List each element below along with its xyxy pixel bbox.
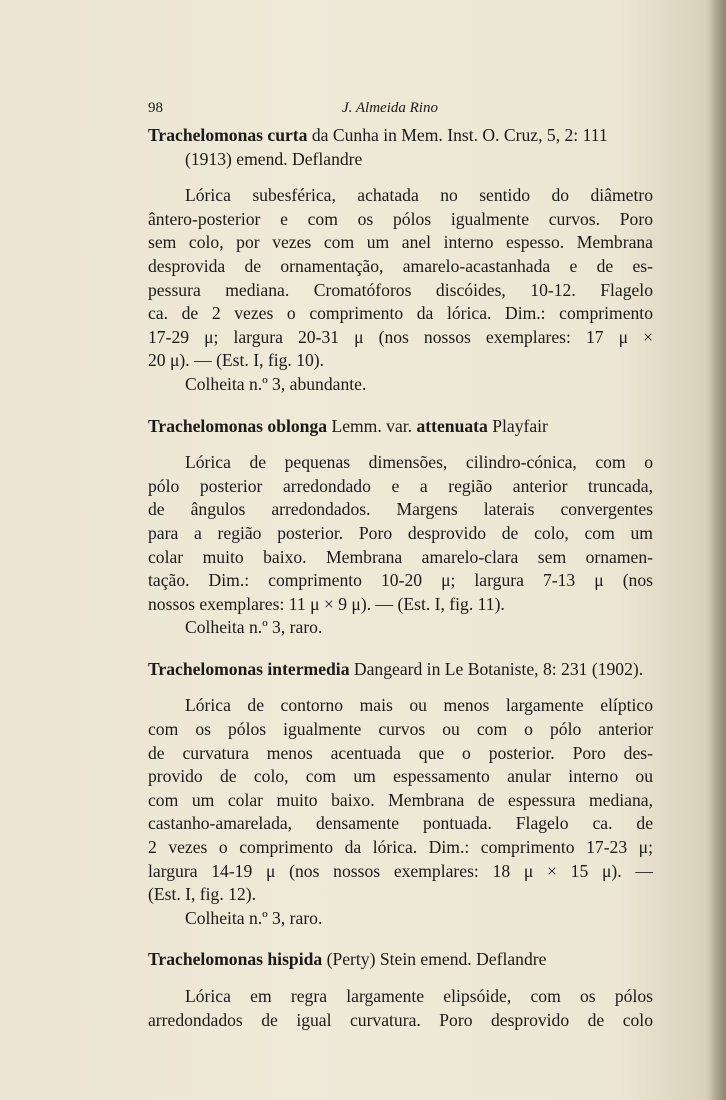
description-line: provido de colo, com um espessamento anular interno ou xyxy=(148,766,653,787)
species-authority: Lemm. var. xyxy=(327,415,417,436)
description-line: ântero-posterior e com os pólos igualmente curvos. Poro xyxy=(148,208,653,229)
species-description xyxy=(148,184,653,373)
description-line: para a região posterior. Poro desprovido de colo, com um xyxy=(148,522,653,543)
species-entry-hispida xyxy=(148,948,653,1032)
description-line: castanho-amarelada, densamente pontuada. Flagelo ca. de xyxy=(148,813,653,834)
description-line: de ângulos arredondados. Margens laterais convergentes xyxy=(148,499,653,520)
species-entry-intermedia xyxy=(148,658,653,931)
description-line: largura 14-19 μ (nos nossos exemplares: 18 μ × 15 μ). — xyxy=(148,860,653,881)
species-description xyxy=(148,451,653,616)
description-line: Lórica de pequenas dimensões, cilindro-cónica, com o xyxy=(185,452,653,473)
species-heading xyxy=(148,948,653,972)
species-authority: da Cunha in Mem. Inst. O. Cruz, 5, 2: 111 (1913) emend. Deflandre xyxy=(185,125,608,169)
species-name: Trachelomonas oblonga xyxy=(148,415,328,436)
page-header xyxy=(148,100,653,120)
description-line: com um colar muito baixo. Membrana de espessura mediana, xyxy=(148,789,653,810)
collection-note: Colheita n.º 3, raro. xyxy=(185,907,323,928)
description-line: ca. de 2 vezes o comprimento da lórica. Dim.: comprimento xyxy=(148,303,653,324)
description-line: Lórica de contorno mais ou menos largamente elíptico xyxy=(185,695,653,716)
species-name: Trachelomonas curta xyxy=(148,125,308,145)
description-line: desprovida de ornamentação, amarelo-acastanhada e de es- xyxy=(148,255,653,276)
species-heading xyxy=(148,415,653,439)
description-line: nossos exemplares: 11 μ × 9 μ). — (Est. I, fig. 11). xyxy=(148,593,505,614)
collection-note: Colheita n.º 3, abundante. xyxy=(185,373,367,394)
variety-authority: Playfair xyxy=(487,415,548,436)
species-authority: Dangeard in Le Botaniste, 8: 231 (1902). xyxy=(349,658,644,679)
description-line: (Est. I, fig. 12). xyxy=(148,884,256,905)
description-line: pessura mediana. Cromatóforos discóides, 10-12. Flagelo xyxy=(148,279,653,300)
species-entry-curta xyxy=(148,124,653,397)
description-line: arredondados de igual curvatura. Poro desprovido de colo xyxy=(148,1009,653,1030)
species-description xyxy=(148,985,653,1032)
species-description xyxy=(148,694,653,906)
description-line: com os pólos igualmente curvos ou com o pólo anterior xyxy=(148,719,653,740)
collection-note: Colheita n.º 3, raro. xyxy=(185,617,323,638)
species-heading xyxy=(148,124,653,171)
description-line: de curvatura menos acentuada que o posterior. Poro des- xyxy=(148,742,653,763)
page-number: 98 xyxy=(148,100,163,116)
description-line: pólo posterior arredondado e a região anterior truncada, xyxy=(148,475,653,496)
description-line: 2 vezes o comprimento da lórica. Dim.: comprimento 17-23 μ; xyxy=(148,837,653,858)
description-line: Lórica em regra largamente elipsóide, com os pólos xyxy=(185,986,653,1006)
description-line: tação. Dim.: comprimento 10-20 μ; largura 7-13 μ (nos xyxy=(148,570,653,591)
species-name: Trachelomonas hispida xyxy=(148,949,323,970)
species-name: Trachelomonas intermedia xyxy=(148,658,350,679)
description-line: sem colo, por vezes com um anel interno espesso. Membrana xyxy=(148,232,653,253)
description-line: Lórica subesférica, achatada no sentido do diâmetro xyxy=(185,185,653,206)
description-line: 20 μ). — (Est. I, fig. 10). xyxy=(148,350,325,371)
species-entry-oblonga xyxy=(148,415,653,640)
description-line: 17-29 μ; largura 20-31 μ (nos nossos exemplares: 17 μ × xyxy=(148,326,653,347)
page-edge-shadow xyxy=(708,0,726,1100)
description-line: colar muito baixo. Membrana amarelo-clara sem ornamen- xyxy=(148,546,653,567)
page-body xyxy=(148,124,653,1032)
species-heading xyxy=(148,658,653,682)
running-head: J. Almeida Rino xyxy=(342,100,438,116)
species-authority: (Perty) Stein emend. Deflandre xyxy=(322,949,547,970)
variety-name: attenuata xyxy=(416,415,488,436)
